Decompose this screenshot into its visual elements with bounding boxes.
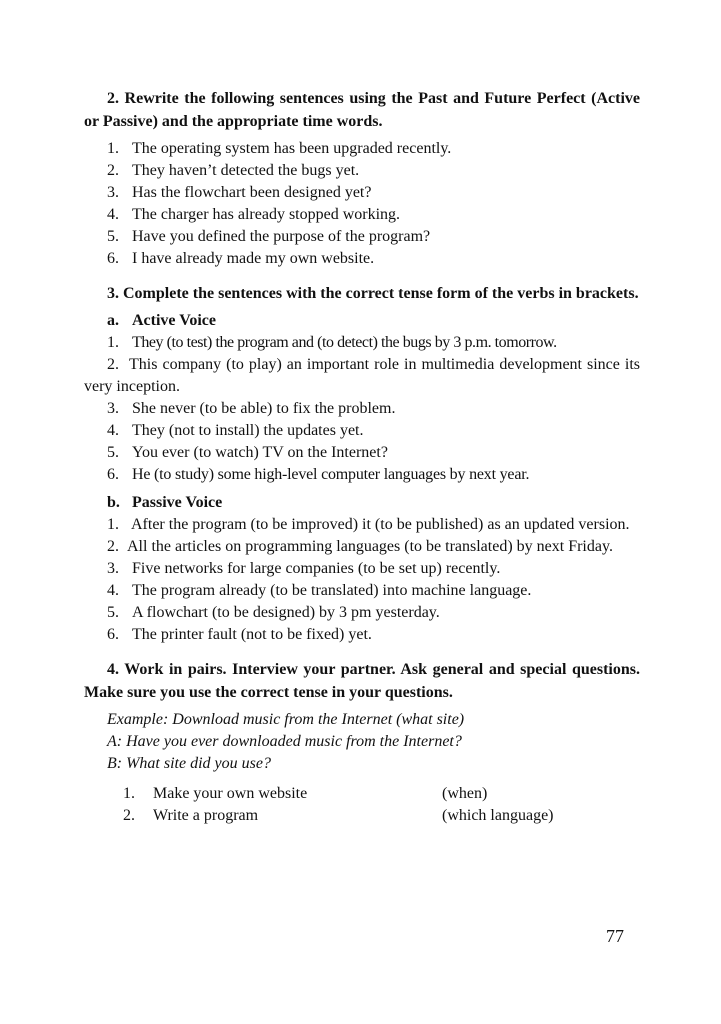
item-text: All the articles on programming languages (to be translated) by next Friday. (127, 538, 613, 555)
list-item (84, 138, 640, 160)
list-item (84, 398, 640, 420)
example-line: A: Have you ever downloaded music from the Internet? (107, 733, 462, 750)
subsection-letter: b. (107, 494, 120, 511)
task-hint: (which language) (442, 807, 554, 824)
exercise-4-heading: 4. Work in pairs. Interview your partner. Ask general and special questions. Make sure you use the correct tense in your questions. (84, 661, 640, 701)
list-item (84, 580, 640, 602)
item-number: 2. (107, 162, 119, 179)
item-number: 6. (107, 466, 119, 483)
item-number: 2. (107, 356, 119, 373)
task-hint: (when) (442, 785, 488, 802)
subsection-letter: a. (107, 312, 119, 329)
item-text: He (to study) some high-level computer languages by next year. (132, 466, 530, 483)
exercise-2 (84, 87, 640, 270)
item-text: This company (to play) an important role in multimedia development since its very inception. (84, 356, 641, 395)
list-item (84, 420, 640, 442)
item-number: 4. (107, 582, 119, 599)
list-item (84, 514, 640, 536)
item-number: 4. (107, 206, 119, 223)
item-text: Have you defined the purpose of the program? (132, 228, 431, 245)
list-item (84, 248, 640, 270)
list-item (84, 442, 640, 464)
item-number: 5. (107, 444, 119, 461)
item-number: 1. (123, 785, 135, 802)
item-text: After the program (to be improved) it (to be published) as an updated version. (131, 516, 630, 533)
list-item (84, 160, 640, 182)
item-text: They (to test) the program and (to detect) the bugs by 3 p.m. tomorrow. (132, 334, 557, 351)
item-text: The printer fault (not to be fixed) yet. (132, 626, 372, 643)
list-item (84, 624, 640, 646)
task-text: Make your own website (153, 785, 308, 802)
active-voice-heading (84, 310, 640, 332)
list-item (84, 182, 640, 204)
item-number: 1. (107, 334, 119, 351)
item-number: 2. (107, 538, 119, 555)
item-number: 3. (107, 560, 119, 577)
page-content (84, 87, 640, 827)
item-number: 5. (107, 604, 119, 621)
item-text: She never (to be able) to fix the problem. (132, 400, 396, 417)
item-number: 4. (107, 422, 119, 439)
page-number: 77 (606, 926, 624, 946)
item-text: The program already (to be translated) into machine language. (132, 582, 532, 599)
list-item (84, 204, 640, 226)
item-number: 6. (107, 250, 119, 267)
item-text: They (not to install) the updates yet. (132, 422, 364, 439)
item-number: 6. (107, 626, 119, 643)
subsection-title: Active Voice (132, 312, 216, 329)
item-number: 3. (107, 400, 119, 417)
list-item (84, 354, 640, 398)
item-text: Has the flowchart been designed yet? (132, 184, 372, 201)
list-item (84, 602, 640, 624)
passive-voice-heading (84, 492, 640, 514)
section-gap (84, 270, 640, 282)
list-item (84, 536, 640, 558)
item-text: I have already made my own website. (132, 250, 375, 267)
item-number: 3. (107, 184, 119, 201)
task-text: Write a program (153, 807, 259, 824)
item-text: They haven’t detected the bugs yet. (132, 162, 360, 179)
item-text: The operating system has been upgraded recently. (132, 140, 452, 157)
item-number: 5. (107, 228, 119, 245)
item-text: Five networks for large companies (to be set up) recently. (132, 560, 501, 577)
subsection-title: Passive Voice (132, 494, 223, 511)
section-gap (84, 646, 640, 658)
example-line: Example: Download music from the Internet (what site) (107, 711, 465, 728)
example-gap (84, 775, 640, 783)
list-item (84, 226, 640, 248)
list-item (84, 464, 640, 486)
item-text: The charger has already stopped working. (132, 206, 401, 223)
example-line: B: What site did you use? (107, 755, 271, 772)
list-item (84, 332, 640, 354)
exercise-3 (84, 282, 640, 646)
interview-task (84, 783, 640, 805)
item-number: 1. (107, 516, 119, 533)
list-item (84, 558, 640, 580)
exercise-4 (84, 658, 640, 827)
exercise-2-heading: 2. Rewrite the following sentences using the Past and Future Perfect (Active or Passive) and the appropriate time words. (84, 90, 640, 130)
item-number: 1. (107, 140, 119, 157)
item-text: A flowchart (to be designed) by 3 pm yesterday. (132, 604, 440, 621)
exercise-3-heading: 3. Complete the sentences with the correct tense form of the verbs in brackets. (107, 285, 639, 302)
item-text: You ever (to watch) TV on the Internet? (132, 444, 388, 461)
item-number: 2. (123, 807, 135, 824)
interview-task (84, 805, 640, 827)
